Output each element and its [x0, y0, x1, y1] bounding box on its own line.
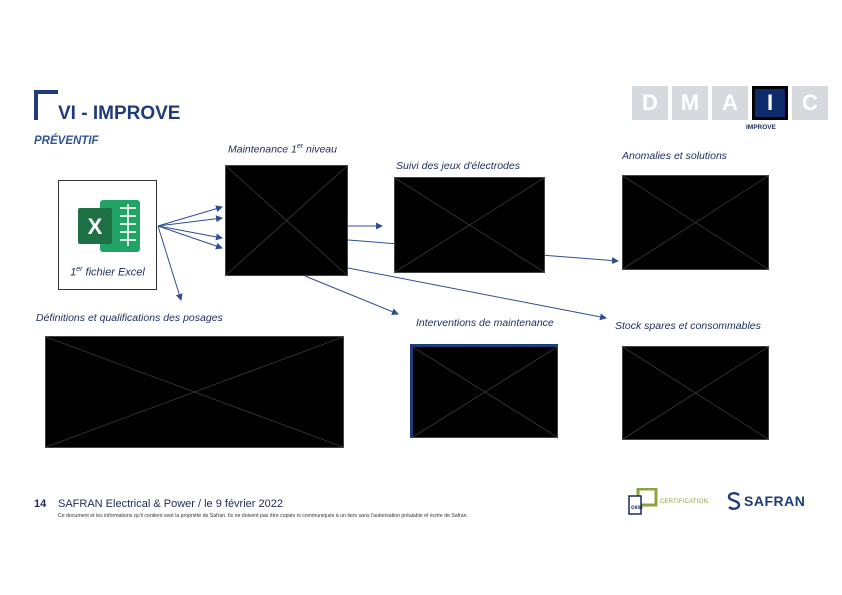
safran-logo-text: SAFRAN — [744, 493, 806, 509]
page-subtitle: PRÉVENTIF — [34, 135, 99, 147]
arrow-to-maintenance-top — [158, 207, 222, 226]
dmaic-step-c: C — [792, 86, 828, 120]
interventions-image-placeholder — [410, 344, 558, 438]
excel-icon — [76, 196, 142, 256]
dmaic-step-m: M — [672, 86, 708, 120]
electrodes-image-placeholder — [394, 177, 545, 273]
svg-text:cesi: cesi — [631, 505, 643, 511]
dmaic-step-a: A — [712, 86, 748, 120]
dmaic-active-label: IMPROVE — [746, 124, 776, 131]
caption-maintenance: Maintenance 1er niveau — [228, 143, 337, 156]
definitions-image-placeholder — [45, 336, 344, 448]
footer-company-date: SAFRAN Electrical & Power / le 9 février 2022 — [58, 498, 283, 510]
caption-stock: Stock spares et consommables — [615, 320, 761, 332]
caption-interventions: Interventions de maintenance — [416, 317, 554, 329]
cesi-logo-icon — [628, 488, 658, 516]
safran-logo — [727, 492, 805, 510]
arrow-to-interventions — [305, 276, 398, 314]
excel-caption: 1er fichier Excel — [70, 266, 145, 279]
svg-text:X: X — [87, 214, 103, 239]
footer-confidentiality: Ce document et les informations qu'il contient sont la propriété de Safran. Ils ne doivent pas être copiés ni communiqués à un tiers sans l'autorisation préalable et écrite de Safran. — [58, 513, 469, 519]
arrow-to-maintenance-bottom — [158, 226, 222, 248]
arrow-to-maintenance-mid — [158, 218, 222, 226]
anomalies-image-placeholder — [622, 175, 769, 270]
cesi-certification-label: CERTIFICATION — [660, 499, 709, 505]
caption-definitions: Définitions et qualifications des posages — [36, 312, 223, 324]
arrow-to-definitions — [158, 226, 181, 300]
caption-anomalies: Anomalies et solutions — [622, 150, 728, 162]
arrow-to-stock — [348, 268, 606, 318]
safran-s-icon — [727, 492, 741, 510]
dmaic-step-i-active: I — [752, 86, 788, 120]
dmaic-step-d: D — [632, 86, 668, 120]
maintenance-image-placeholder — [225, 165, 348, 276]
page-title: VI - IMPROVE — [58, 103, 181, 124]
stock-image-placeholder — [622, 346, 769, 440]
page-number: 14 — [34, 498, 47, 510]
arrow-to-maintenance-low — [158, 226, 222, 238]
caption-electrodes: Suivi des jeux d'électrodes — [396, 160, 520, 172]
